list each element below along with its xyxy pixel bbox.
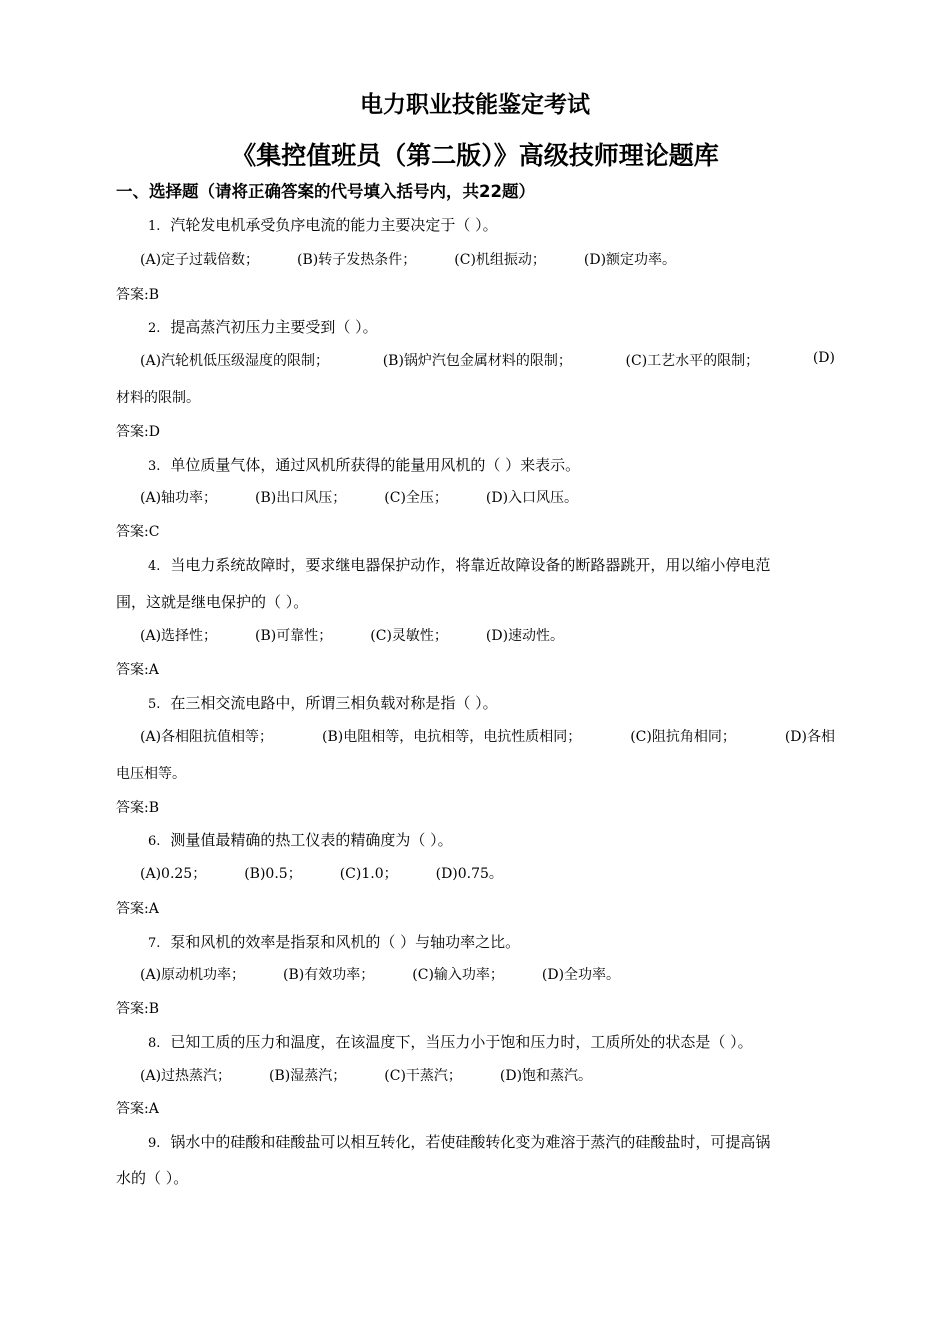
answer-4: 答案:A bbox=[116, 662, 159, 678]
question-4 bbox=[148, 554, 770, 575]
document-title: 电力职业技能鉴定考试 bbox=[360, 92, 590, 118]
option-a: (A)汽轮机低压级湿度的限制； bbox=[140, 353, 330, 369]
option-a: (A)轴功率； bbox=[140, 490, 218, 506]
question-text: 单位质量气体，通过风机所获得的能量用风机的（ ）来表示。 bbox=[170, 456, 581, 474]
option-d: (D)0.75。 bbox=[435, 866, 503, 882]
question-1 bbox=[148, 214, 498, 235]
question-5-options bbox=[140, 726, 835, 746]
answer-7: 答案:B bbox=[116, 1001, 160, 1017]
section-heading: 一、选择题（请将正确答案的代号填入括号内，共22题） bbox=[116, 182, 535, 201]
option-d: (D)额定功率。 bbox=[583, 252, 677, 268]
question-text: 泵和风机的效率是指泵和风机的（ ）与轴功率之比。 bbox=[170, 933, 521, 951]
option-a: (A)过热蒸汽； bbox=[140, 1068, 232, 1084]
option-c: (C)灵敏性； bbox=[370, 628, 448, 644]
option-d: (D)入口风压。 bbox=[485, 490, 579, 506]
question-number: 1. bbox=[148, 219, 161, 234]
question-7-options bbox=[140, 964, 835, 984]
answer-3: 答案:C bbox=[116, 524, 160, 540]
option-b: (B)湿蒸汽； bbox=[269, 1068, 347, 1084]
option-d: (D)各相 bbox=[784, 729, 835, 745]
option-d: (D) bbox=[812, 350, 835, 366]
option-a: (A)各相阻抗值相等； bbox=[140, 729, 274, 745]
question-number: 9. bbox=[148, 1136, 161, 1151]
question-6-options bbox=[140, 863, 835, 883]
question-number: 6. bbox=[148, 834, 161, 849]
question-7 bbox=[148, 931, 520, 952]
question-number: 4. bbox=[148, 559, 161, 574]
option-c: (C)全压； bbox=[384, 490, 448, 506]
option-d: (D)速动性。 bbox=[485, 628, 565, 644]
option-continuation: 材料的限制。 bbox=[116, 390, 200, 406]
question-text: 提高蒸汽初压力主要受到（ ）。 bbox=[170, 318, 378, 336]
question-number: 7. bbox=[148, 936, 161, 951]
question-number: 3. bbox=[148, 459, 161, 474]
answer-1: 答案:B bbox=[116, 287, 160, 303]
question-continuation: 围，这就是继电保护的（ ）。 bbox=[116, 593, 309, 611]
option-d: (D)饱和蒸汽。 bbox=[499, 1068, 593, 1084]
option-b: (B)0.5； bbox=[244, 866, 302, 882]
option-b: (B)可靠性； bbox=[255, 628, 333, 644]
question-8 bbox=[148, 1031, 753, 1052]
question-4-options bbox=[140, 625, 835, 645]
question-number: 8. bbox=[148, 1036, 161, 1051]
question-number: 2. bbox=[148, 321, 161, 336]
option-c: (C)1.0； bbox=[339, 866, 398, 882]
option-c: (C)输入功率； bbox=[412, 967, 504, 983]
option-c: (C)阻抗角相同； bbox=[630, 729, 736, 745]
answer-6: 答案:A bbox=[116, 901, 159, 917]
question-text: 汽轮发电机承受负序电流的能力主要决定于（ ）。 bbox=[170, 216, 498, 234]
question-text: 锅水中的硅酸和硅酸盐可以相互转化，若使硅酸转化变为难溶于蒸汽的硅酸盐时，可提高锅 bbox=[170, 1133, 771, 1151]
option-a: (A)选择性； bbox=[140, 628, 218, 644]
option-b: (B)电阻相等，电抗相等，电抗性质相同； bbox=[322, 729, 582, 745]
option-b: (B)有效功率； bbox=[283, 967, 375, 983]
option-a: (A)定子过载倍数； bbox=[140, 252, 260, 268]
question-1-options bbox=[140, 249, 835, 269]
answer-2: 答案:D bbox=[116, 424, 160, 440]
answer-8: 答案:A bbox=[116, 1101, 159, 1117]
question-3-options bbox=[140, 487, 835, 507]
question-2 bbox=[148, 316, 378, 337]
question-2-options bbox=[140, 350, 835, 370]
question-text: 已知工质的压力和温度，在该温度下，当压力小于饱和压力时，工质所处的状态是（ ）。 bbox=[170, 1033, 753, 1051]
option-b: (B)锅炉汽包金属材料的限制； bbox=[382, 353, 572, 369]
option-b: (B)出口风压； bbox=[255, 490, 347, 506]
question-9 bbox=[148, 1131, 770, 1152]
option-c: (C)工艺水平的限制； bbox=[625, 353, 760, 369]
question-number: 5. bbox=[148, 697, 161, 712]
option-a: (A)0.25； bbox=[140, 866, 207, 882]
answer-5: 答案:B bbox=[116, 800, 160, 816]
question-text: 当电力系统故障时，要求继电器保护动作，将靠近故障设备的断路器跳开，用以缩小停电范 bbox=[170, 556, 771, 574]
option-d: (D)全功率。 bbox=[541, 967, 621, 983]
option-b: (B)转子发热条件； bbox=[297, 252, 417, 268]
question-text: 测量值最精确的热工仪表的精确度为（ ）。 bbox=[170, 831, 453, 849]
question-8-options bbox=[140, 1065, 835, 1085]
option-continuation: 电压相等。 bbox=[116, 766, 186, 782]
question-3 bbox=[148, 454, 580, 475]
question-continuation: 水的（ ）。 bbox=[116, 1169, 189, 1187]
question-5 bbox=[148, 692, 498, 713]
question-text: 在三相交流电路中，所谓三相负载对称是指（ ）。 bbox=[170, 694, 498, 712]
option-c: (C)机组振动； bbox=[454, 252, 546, 268]
option-c: (C)干蒸汽； bbox=[384, 1068, 462, 1084]
question-6 bbox=[148, 829, 453, 850]
option-a: (A)原动机功率； bbox=[140, 967, 246, 983]
document-subtitle: 《集控值班员（第二版）》高级技师理论题库 bbox=[231, 141, 719, 170]
